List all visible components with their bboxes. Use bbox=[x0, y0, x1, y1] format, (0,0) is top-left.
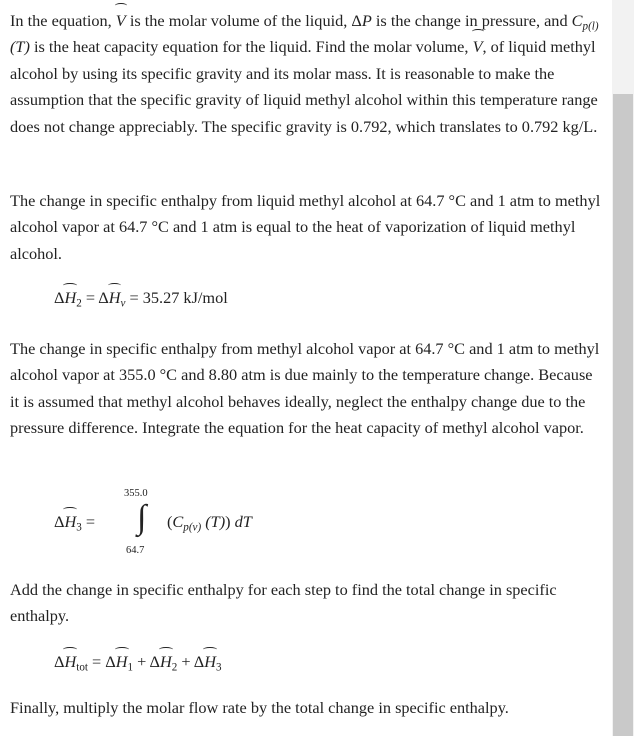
equals-sign: = bbox=[81, 512, 96, 531]
integrand bbox=[167, 512, 252, 532]
paren: ( bbox=[167, 512, 173, 531]
integral-upper-limit: 355.0 bbox=[124, 488, 148, 499]
enthalpy-symbol: H bbox=[108, 288, 121, 307]
text-run: is the molar volume of the liquid, Δ bbox=[125, 11, 362, 30]
subscript: 3 bbox=[216, 661, 222, 674]
paragraph-temperature-change: The change in specific enthalpy from methyl alcohol vapor at 64.7 °C and 1 atm to methyl alcohol vapor at 355.0 °C and 8.80 atm is due mainly to the temperature change. Because it is assumed that methyl alcohol behaves ideally, neglect the enthalpy change due to the pressure difference. Integrate the equation for the heat capacity of methyl alcohol vapor. bbox=[10, 339, 600, 438]
equation-value: = 35.27 kJ/mol bbox=[125, 288, 228, 307]
delta-symbol: Δ bbox=[54, 512, 65, 531]
delta-symbol: Δ bbox=[54, 288, 65, 307]
enthalpy-symbol: H bbox=[64, 512, 77, 531]
molar-volume-symbol: V bbox=[116, 8, 126, 34]
equation-delta-h-total bbox=[54, 652, 222, 672]
paren: ) bbox=[225, 512, 235, 531]
plus-sign: + bbox=[177, 652, 194, 671]
text-run: In the equation, bbox=[10, 11, 116, 30]
paragraph-vaporization: The change in specific enthalpy from liquid methyl alcohol at 64.7 °C and 1 atm to methyl alcohol vapor at 64.7 °C and 1 atm is equal to the heat of vaporization of liquid methyl alcohol. bbox=[10, 191, 601, 263]
delta-symbol: Δ bbox=[149, 652, 160, 671]
heat-capacity-symbol: C bbox=[571, 11, 583, 30]
text-run: is the heat capacity equation for the liquid. Find the molar volume, bbox=[29, 37, 473, 57]
molar-volume-symbol: V bbox=[473, 34, 483, 60]
paragraph-final-step: Finally, multiply the molar flow rate by the total change in specific enthalpy. bbox=[10, 698, 509, 717]
enthalpy-symbol: H bbox=[204, 652, 216, 671]
subscript: 2 bbox=[171, 661, 178, 674]
pressure-symbol: P bbox=[361, 11, 372, 30]
text-run: is the change in pressure, and bbox=[371, 11, 572, 30]
equation-delta-h3-integral bbox=[54, 482, 354, 562]
temperature-argument: (T) bbox=[201, 512, 226, 531]
subscript: 3 bbox=[76, 521, 82, 534]
equals-sign: = bbox=[87, 652, 106, 671]
heat-capacity-subscript: p(l) bbox=[582, 20, 599, 33]
enthalpy-symbol: H bbox=[115, 652, 128, 671]
equation-delta-h2 bbox=[54, 288, 228, 308]
enthalpy-symbol: H bbox=[64, 652, 77, 671]
subscript: 1 bbox=[127, 661, 134, 674]
heat-capacity-subscript: p(v) bbox=[183, 521, 202, 534]
scrollbar-thumb[interactable] bbox=[613, 94, 633, 736]
subscript: 2 bbox=[76, 297, 82, 310]
delta-symbol: Δ bbox=[98, 288, 109, 307]
temperature-argument: (T) bbox=[10, 37, 30, 57]
delta-symbol: Δ bbox=[193, 652, 205, 671]
text-run: , of liquid methyl alcohol by using its specific gravity and its molar mass. It is reasonable to make the assumption that the specific gravity of liquid methyl alcohol within this temperature range does not change appreciably. The specific gravity is 0.792, which translates to 0.792 kg/L. bbox=[10, 37, 598, 136]
differential: dT bbox=[234, 512, 252, 531]
subscript: v bbox=[120, 297, 126, 310]
paragraph-molar-volume bbox=[10, 8, 602, 140]
delta-symbol: Δ bbox=[54, 652, 65, 671]
equals-sign: = bbox=[81, 288, 99, 307]
plus-sign: + bbox=[133, 652, 150, 671]
integral-lower-limit: 64.7 bbox=[126, 545, 145, 556]
equation-lhs bbox=[54, 512, 95, 532]
enthalpy-symbol: H bbox=[160, 652, 172, 671]
paragraph-total-change: Add the change in specific enthalpy for each step to find the total change in specific enthalpy. bbox=[10, 580, 557, 626]
integral-sign: ∫ bbox=[137, 499, 147, 536]
enthalpy-symbol: H bbox=[64, 288, 77, 307]
delta-symbol: Δ bbox=[105, 652, 116, 671]
heat-capacity-symbol: C bbox=[172, 512, 184, 531]
subscript: tot bbox=[76, 661, 88, 674]
